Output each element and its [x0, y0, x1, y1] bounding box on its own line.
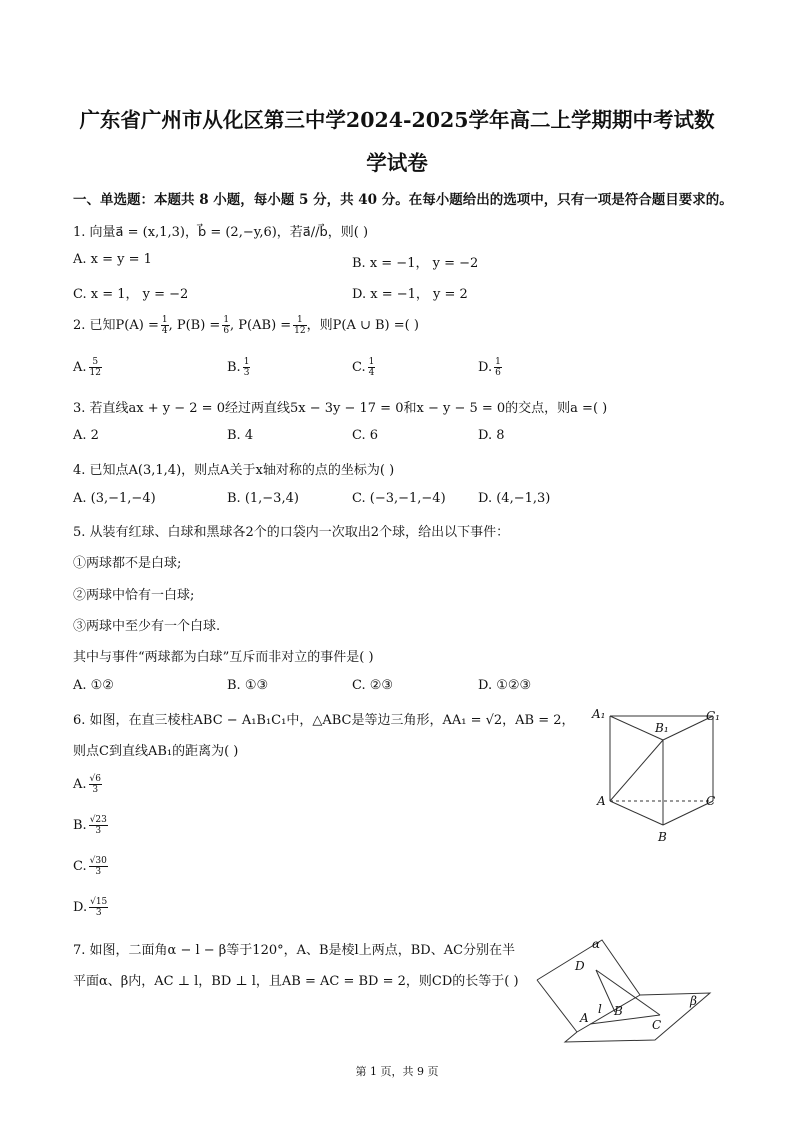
- label-b: B: [658, 830, 667, 844]
- label-a: A: [580, 1011, 589, 1025]
- q3-option-a: A. 2: [73, 428, 99, 443]
- q7-stem-line2: 平面α、β内，AC ⊥ l，BD ⊥ l，且AB = AC = BD = 2，则CD的长等于( ): [73, 974, 519, 989]
- q2-option-a: A. $\frac{5}{12}$: [73, 357, 101, 378]
- q3-option-b: B. 4: [227, 428, 254, 443]
- q2-option-c: C. $\frac{1}{4}$: [352, 357, 375, 378]
- q6-option-b: B. $\frac{√23}{3}$: [73, 815, 107, 836]
- label-l: l: [598, 1002, 602, 1016]
- q5-stem: 5. 从装有红球、白球和黑球各2个的口袋内一次取出2个球，给出以下事件：: [73, 525, 510, 540]
- segment-dc: [596, 970, 660, 1015]
- q4-option-c: C. (−3,−1,−4): [352, 491, 446, 506]
- paper-title-line1: 广东省广州市从化区第三中学2024-2025学年高二上学期期中考试数: [79, 108, 715, 132]
- q2-frac-pab: $\frac{1}{12}$: [294, 315, 306, 336]
- section-heading: 一、单选题：本题共 8 小题，每小题 5 分，共 40 分。在每小题给出的选项中，只有一项是符合题目要求的。: [73, 192, 733, 208]
- q1-option-c: C. x = 1， y = −2: [73, 287, 189, 302]
- label-a1: A₁: [592, 707, 606, 721]
- q6-option-d: D. $\frac{√15}{3}$: [73, 897, 108, 918]
- segment-ab1: [610, 740, 663, 801]
- q5-option-d: D. ①②③: [478, 678, 532, 693]
- q4-option-b: B. (1,−3,4): [227, 491, 299, 506]
- label-c: C: [706, 794, 716, 808]
- q2-stem-mid2: , P(AB) =: [230, 318, 292, 333]
- q4-option-a: A. (3,−1,−4): [73, 491, 156, 506]
- half-plane-alpha: [537, 940, 640, 995]
- q5-event-3: ③两球中至少有一个白球.: [73, 619, 221, 634]
- q6-prism-figure: [588, 700, 728, 850]
- label-alpha: α: [592, 937, 601, 951]
- label-d: D: [575, 959, 585, 973]
- q2-frac-pa: $\frac{1}{4}$: [161, 315, 168, 336]
- q2-stem: [73, 314, 419, 336]
- q4-option-d: D. (4,−1,3): [478, 491, 551, 506]
- q5-option-a: A. ①②: [73, 678, 114, 693]
- q6-option-a: A. $\frac{√6}{3}$: [73, 774, 101, 795]
- label-beta: β: [690, 994, 697, 1008]
- q6-stem-line1: 6. 如图，在直三棱柱ABC − A₁B₁C₁中，△ABC是等边三角形，AA₁ = √2，AB = 2，: [73, 713, 575, 728]
- paper-title-line2: 学试卷: [366, 151, 428, 175]
- q3-stem: 3. 若直线ax + y − 2 = 0经过两直线5x − 3y − 17 = 0和x − y − 5 = 0的交点，则a =( ): [73, 401, 608, 416]
- label-c: C: [652, 1018, 662, 1032]
- q4-stem: 4. 已知点A(3,1,4)，则点A关于x轴对称的点的坐标为( ): [73, 463, 395, 478]
- q2-frac-pb: $\frac{1}{6}$: [223, 315, 230, 336]
- q3-option-c: C. 6: [352, 428, 379, 443]
- q5-event-2: ②两球中恰有一白球;: [73, 588, 195, 603]
- label-c1: C₁: [706, 709, 720, 723]
- q5-option-b: B. ①③: [227, 678, 269, 693]
- q7-stem-line1: 7. 如图，二面角α − l − β等于120°，A、B是棱l上两点，BD、AC分别在半: [73, 943, 516, 958]
- label-b: B: [614, 1004, 623, 1018]
- q6-option-c: C. $\frac{√30}{3}$: [73, 856, 107, 877]
- edge-ab: [610, 801, 663, 825]
- page-footer: 第 1 页，共 9 页: [355, 1065, 439, 1078]
- q2-stem-pre: 2. 已知P(A) =: [73, 318, 159, 333]
- q3-option-d: D. 8: [478, 428, 505, 443]
- q2-stem-post: ，则P(A ∪ B) =( ): [306, 318, 419, 333]
- label-a: A: [597, 794, 606, 808]
- q2-option-d: D. $\frac{1}{6}$: [478, 357, 501, 378]
- q6-stem-line2: 则点C到直线AB₁的距离为( ): [73, 744, 239, 759]
- segment-ac: [590, 1015, 660, 1024]
- q1-option-d: D. x = −1， y = 2: [352, 287, 468, 302]
- q7-dihedral-figure: [530, 930, 730, 1050]
- label-b1: B₁: [655, 721, 669, 735]
- q2-stem-mid1: , P(B) =: [168, 318, 221, 333]
- q2-option-b: B. $\frac{1}{3}$: [227, 357, 250, 378]
- q1-stem: 1. 向量a⃗ = (x,1,3)，b⃗ = (2,−y,6)，若a⃗//b⃗，则( ): [73, 225, 369, 240]
- q1-option-b: B. x = −1， y = −2: [352, 256, 479, 271]
- alpha-lower-edge: [537, 980, 577, 1032]
- q5-question: 其中与事件“两球都为白球”互斥而非对立的事件是( ): [73, 650, 374, 665]
- q1-option-a: A. x = y = 1: [73, 252, 152, 267]
- q5-event-1: ①两球都不是白球;: [73, 556, 182, 571]
- q5-option-c: C. ②③: [352, 678, 394, 693]
